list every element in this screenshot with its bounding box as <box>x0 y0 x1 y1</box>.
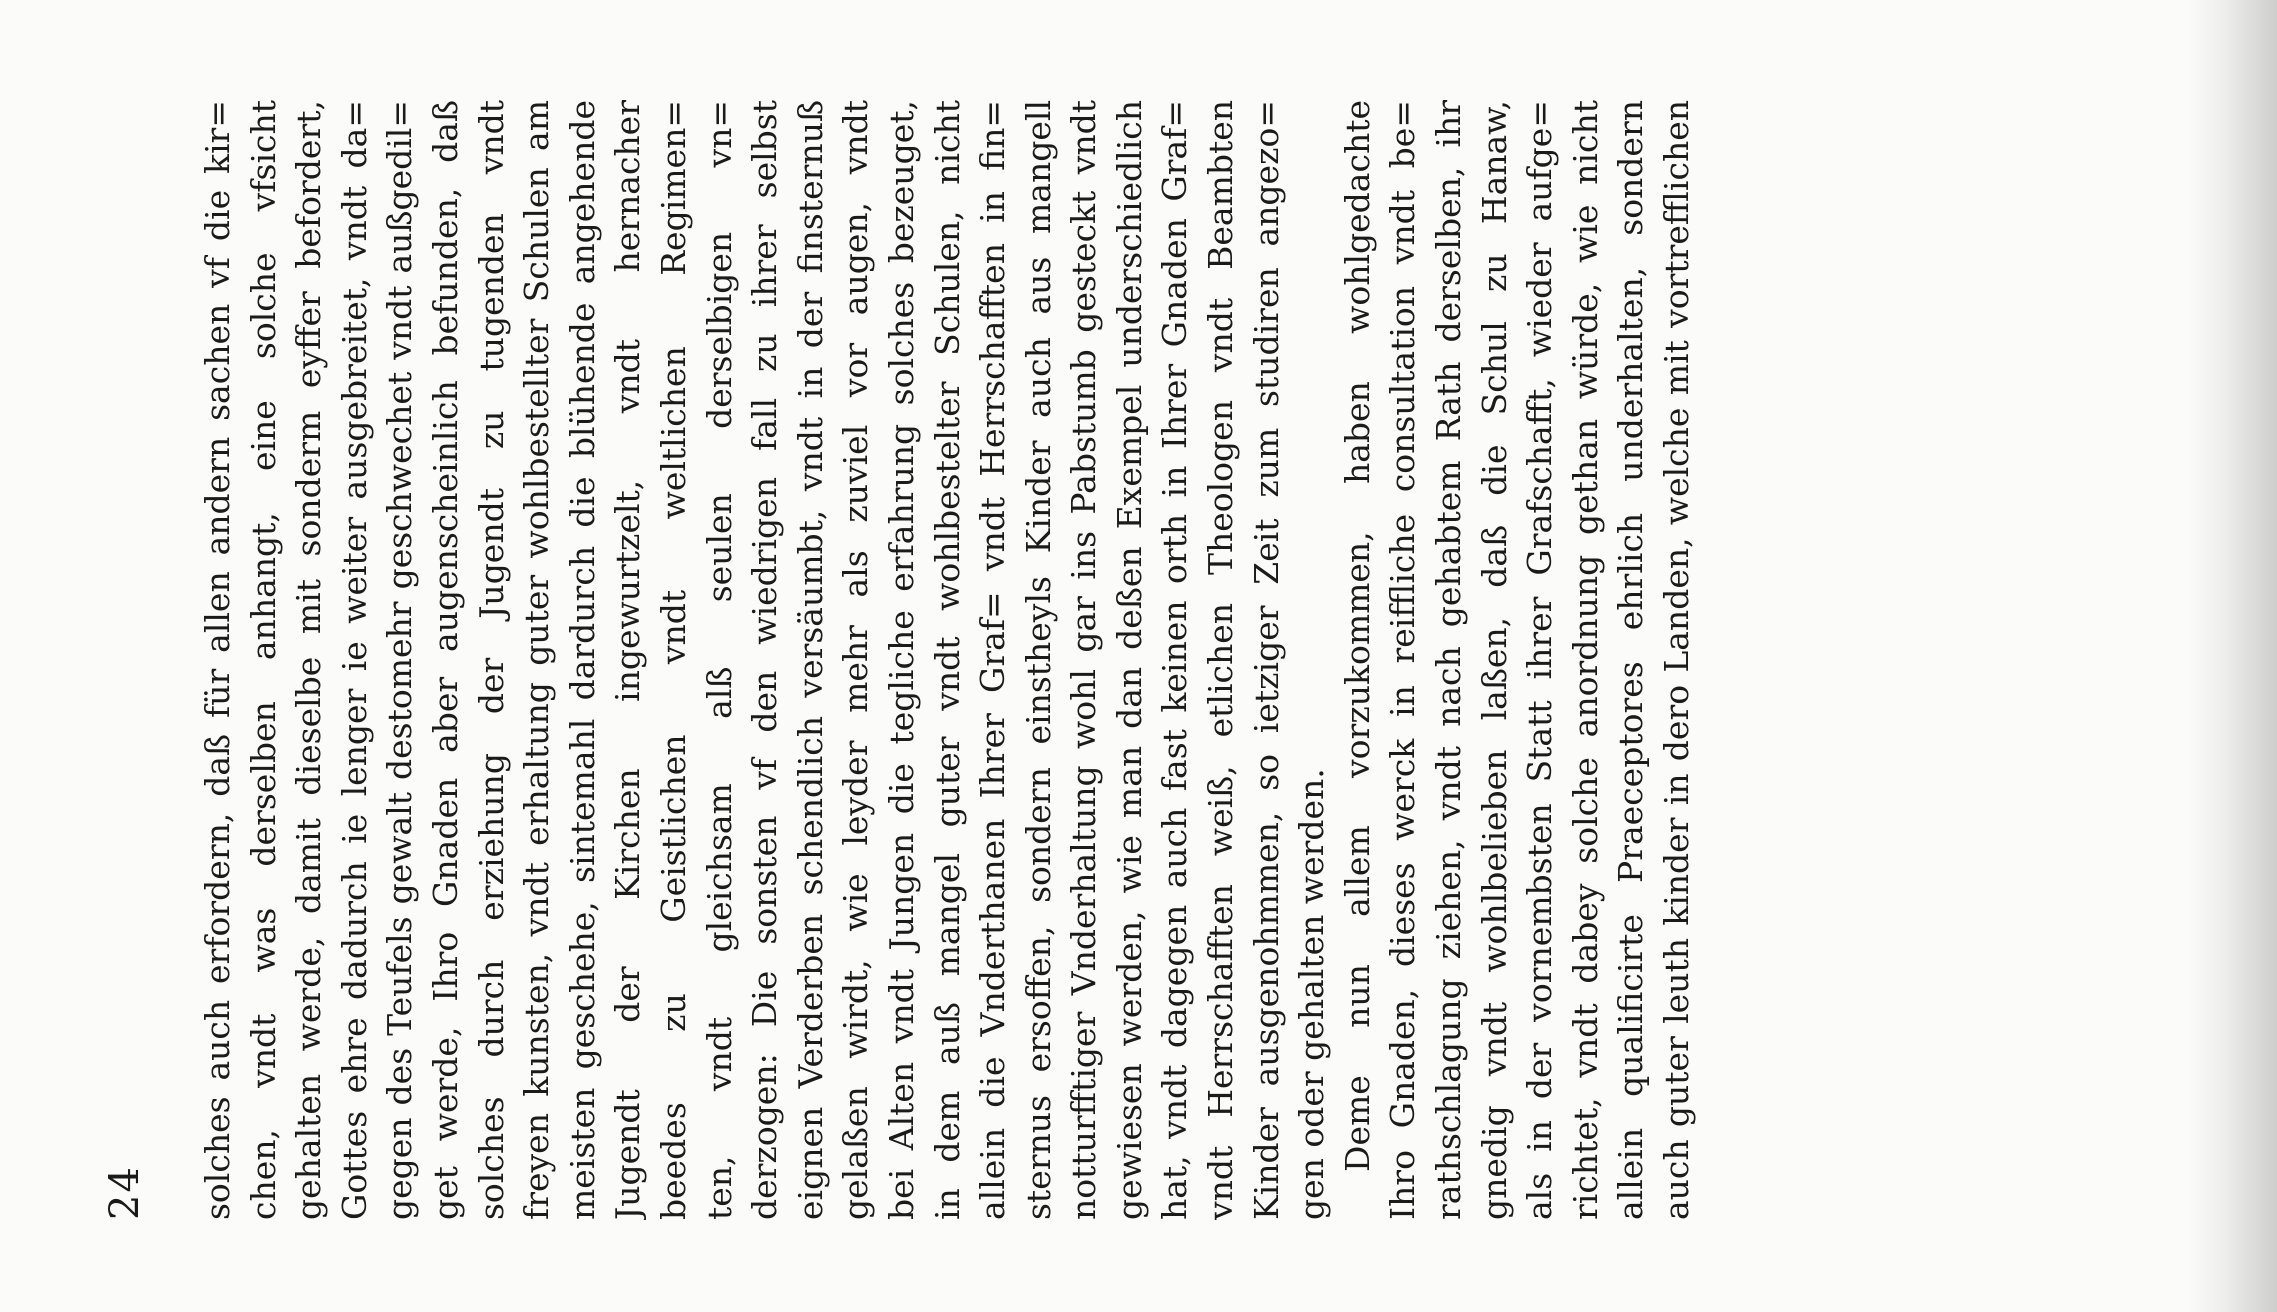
text-line: richtet, vndt dabey solche anordnung gethan würde, wie nicht <box>1565 100 1605 1220</box>
page-edge-shadow <box>2187 0 2277 1312</box>
text-line: sternus ersoffen, sondern einstheyls Kinder auch aus mangell <box>1018 100 1058 1220</box>
text-line: gewiesen werden, wie man dan deßen Exempel underschiedlich <box>1109 100 1149 1220</box>
text-line: bei Alten vndt Jungen die tegliche erfahrung solches bezeuget, <box>881 100 921 1220</box>
text-line: vndt Herrschafften weiß, etlichen Theologen vndt Beambten <box>1201 100 1241 1220</box>
paragraph <box>195 100 1335 1220</box>
text-block <box>195 100 2015 1220</box>
text-line: beedes zu Geistlichen vndt weltlichen Regimen= <box>653 100 693 1220</box>
text-line: eignen Verderben schendlich versäumbt, vndt in der finsternuß <box>790 100 830 1220</box>
rotated-text-area <box>100 80 2030 1240</box>
text-line: solches auch erfordern, daß für allen andern sachen vf die kir= <box>198 100 237 1220</box>
text-line: Ihro Gnaden, dieses werck in reiffliche consultation vndt be= <box>1383 100 1423 1220</box>
text-line: derzogen: Die sonsten vf den wiedrigen fall zu ihrer selbst <box>745 100 785 1220</box>
text-line: hat, vndt dagegen auch fast keinen orth in Ihrer Gnaden Graf= <box>1155 100 1195 1220</box>
text-line: solches durch erziehung der Jugendt zu tugenden vndt <box>471 100 511 1220</box>
text-line: meisten geschehe, sintemahl dardurch die blühende angehende <box>562 100 602 1220</box>
text-line: gehalten werde, damit dieselbe mit sonderm eyffer befordert, <box>289 100 329 1220</box>
text-line: gegen des Teufels gewalt destomehr geschwechet vndt außgedil= <box>380 100 420 1220</box>
text-line: Jugendt der Kirchen ingewurtzelt, vndt hernacher <box>608 100 648 1220</box>
text-line: get werde, Ihro Gnaden aber augenscheinlich befunden, daß <box>425 100 465 1220</box>
paragraph <box>1335 100 1700 1220</box>
text-line: als in der vornembsten Statt ihrer Grafschafft, wieder aufge= <box>1520 100 1560 1220</box>
text-line: notturfftiger Vnderhaltung wohl gar ins Pabstumb gesteckt vndt <box>1064 100 1104 1220</box>
text-line: freyen kunsten, vndt erhaltung guter wohlbestellter Schulen am <box>517 100 557 1220</box>
text-line: ten, vndt gleichsam alß seulen derselbigen vn= <box>699 100 739 1220</box>
text-line: auch guter leuth kinder in dero Landen, welche mit vortrefflichen <box>1657 100 1696 1220</box>
text-line: chen, vndt was derselben anhangt, eine solche vfsicht <box>243 100 283 1220</box>
text-line: Deme nun allem vorzukommen, haben wohlgedachte <box>1337 100 1377 1172</box>
text-line: allein qualificirte Praeceptores ehrlich underhalten, sondern <box>1611 100 1651 1220</box>
text-line: Kinder ausgenohmmen, so ietziger Zeit zum studiren angezo= <box>1246 100 1286 1220</box>
text-line: Gottes ehre dadurch ie lenger ie weiter ausgebreitet, vndt da= <box>334 100 374 1220</box>
text-line: rathschlagung ziehen, vndt nach gehabtem Rath derselben, ihr <box>1429 100 1469 1220</box>
text-line: in dem auß mangel guter vndt wohlbestelter Schulen, nicht <box>927 100 967 1220</box>
page-number: 24 <box>102 1165 148 1220</box>
text-line: allein die Vnderthanen Ihrer Graf= vndt Herrschafften in fin= <box>973 100 1013 1220</box>
text-line: gen oder gehalten werden. <box>1292 768 1332 1220</box>
text-line: gnedig vndt wohlbelieben laßen, daß die Schul zu Hanaw, <box>1474 100 1514 1220</box>
text-line: gelaßen wirdt, wie leyder mehr als zuviel vor augen, vndt <box>836 100 876 1220</box>
